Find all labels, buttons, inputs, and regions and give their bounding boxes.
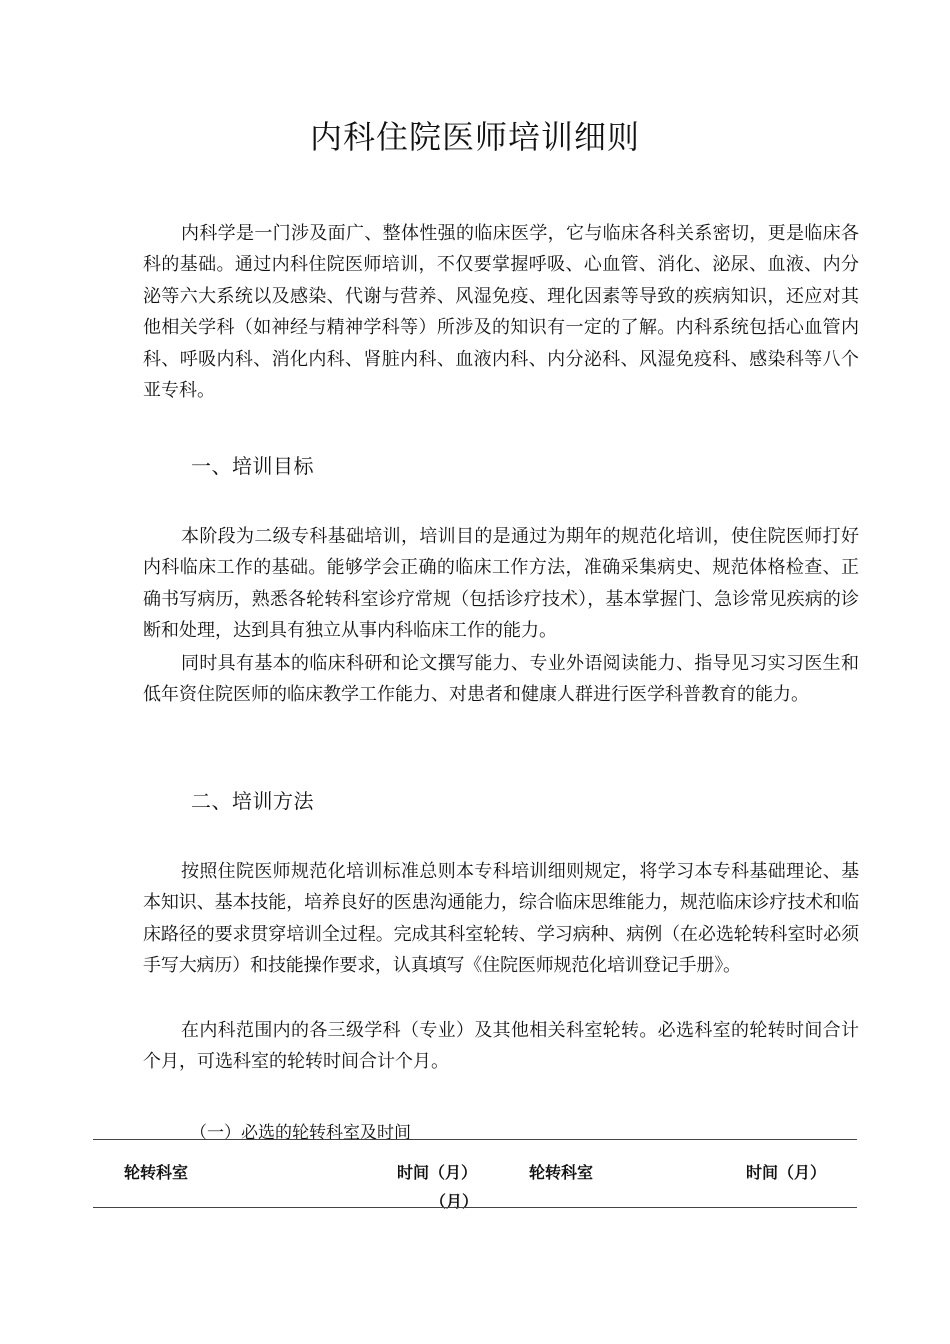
table-header-dept-2: 轮转科室	[529, 1163, 594, 1182]
methods-paragraph-1: 按照住院医师规范化培训标准总则本专科培训细则规定，将学习本专科基础理论、基本知识、基本技能，培养良好的医患沟通能力，综合临床思维能力，规范临床诊疗技术和临床路径的要求贯穿培训全过程。完成其科室轮转、学习病种、病例（在必选轮转科室时必须手写大病历）和技能操作要求，认真填写《住院医师规范化培训登记手册》。	[143, 861, 859, 977]
table-header-months-1: 时间（月）	[397, 1163, 478, 1182]
methods-paragraph-2: 在内科范围内的各三级学科（专业）及其他相关科室轮转。必选科室的轮转时间合计个月，可选科室的轮转时间合计个月。	[143, 1020, 859, 1073]
table-header-rule	[93, 1207, 857, 1208]
document-title: 内科住院医师培训细则	[309, 118, 640, 156]
intro-paragraph: 内科学是一门涉及面广、整体性强的临床医学，它与临床各科关系密切，更是临床各科的基础。通过内科住院医师培训，不仅要掌握呼吸、心血管、消化、泌尿、血液、内分泌等六大系统以及感染、代谢与营养、风湿免疫、理化因素等导致的疾病知识，还应对其他相关学科（如神经与精神学科等）所涉及的知识有一定的了解。内科系统包括心血管内科、呼吸内科、消化内科、肾脏内科、血液内科、内分泌科、风湿免疫科、感染科等八个亚专科。	[143, 223, 859, 402]
section-heading-training-goals: 一、培训目标	[191, 454, 314, 478]
goals-paragraph-1: 本阶段为二级专科基础培训，培训目的是通过为期年的规范化培训，使住院医师打好内科临床工作的基础。能够学会正确的临床工作方法，准确采集病史、规范体格检查、正确书写病历，熟悉各轮转科室诊疗常规（包括诊疗技术），基本掌握门、急诊常见疾病的诊断和处理，达到具有独立从事内科临床工作的能力。	[143, 526, 859, 642]
table-top-rule	[93, 1139, 857, 1140]
goals-paragraph-2: 同时具有基本的临床科研和论文撰写能力、专业外语阅读能力、指导见习实习医生和低年资住院医师的临床教学工作能力、对患者和健康人群进行医学科普教育的能力。	[143, 653, 859, 706]
table-caption: （一）必选的轮转科室及时间	[190, 1123, 411, 1143]
table-header-dept-1: 轮转科室	[124, 1163, 189, 1182]
table-header-months-1-wrap: （月）	[430, 1192, 479, 1211]
table-header-months-2: 时间（月）	[746, 1163, 827, 1182]
section-heading-training-methods: 二、培训方法	[191, 789, 314, 813]
